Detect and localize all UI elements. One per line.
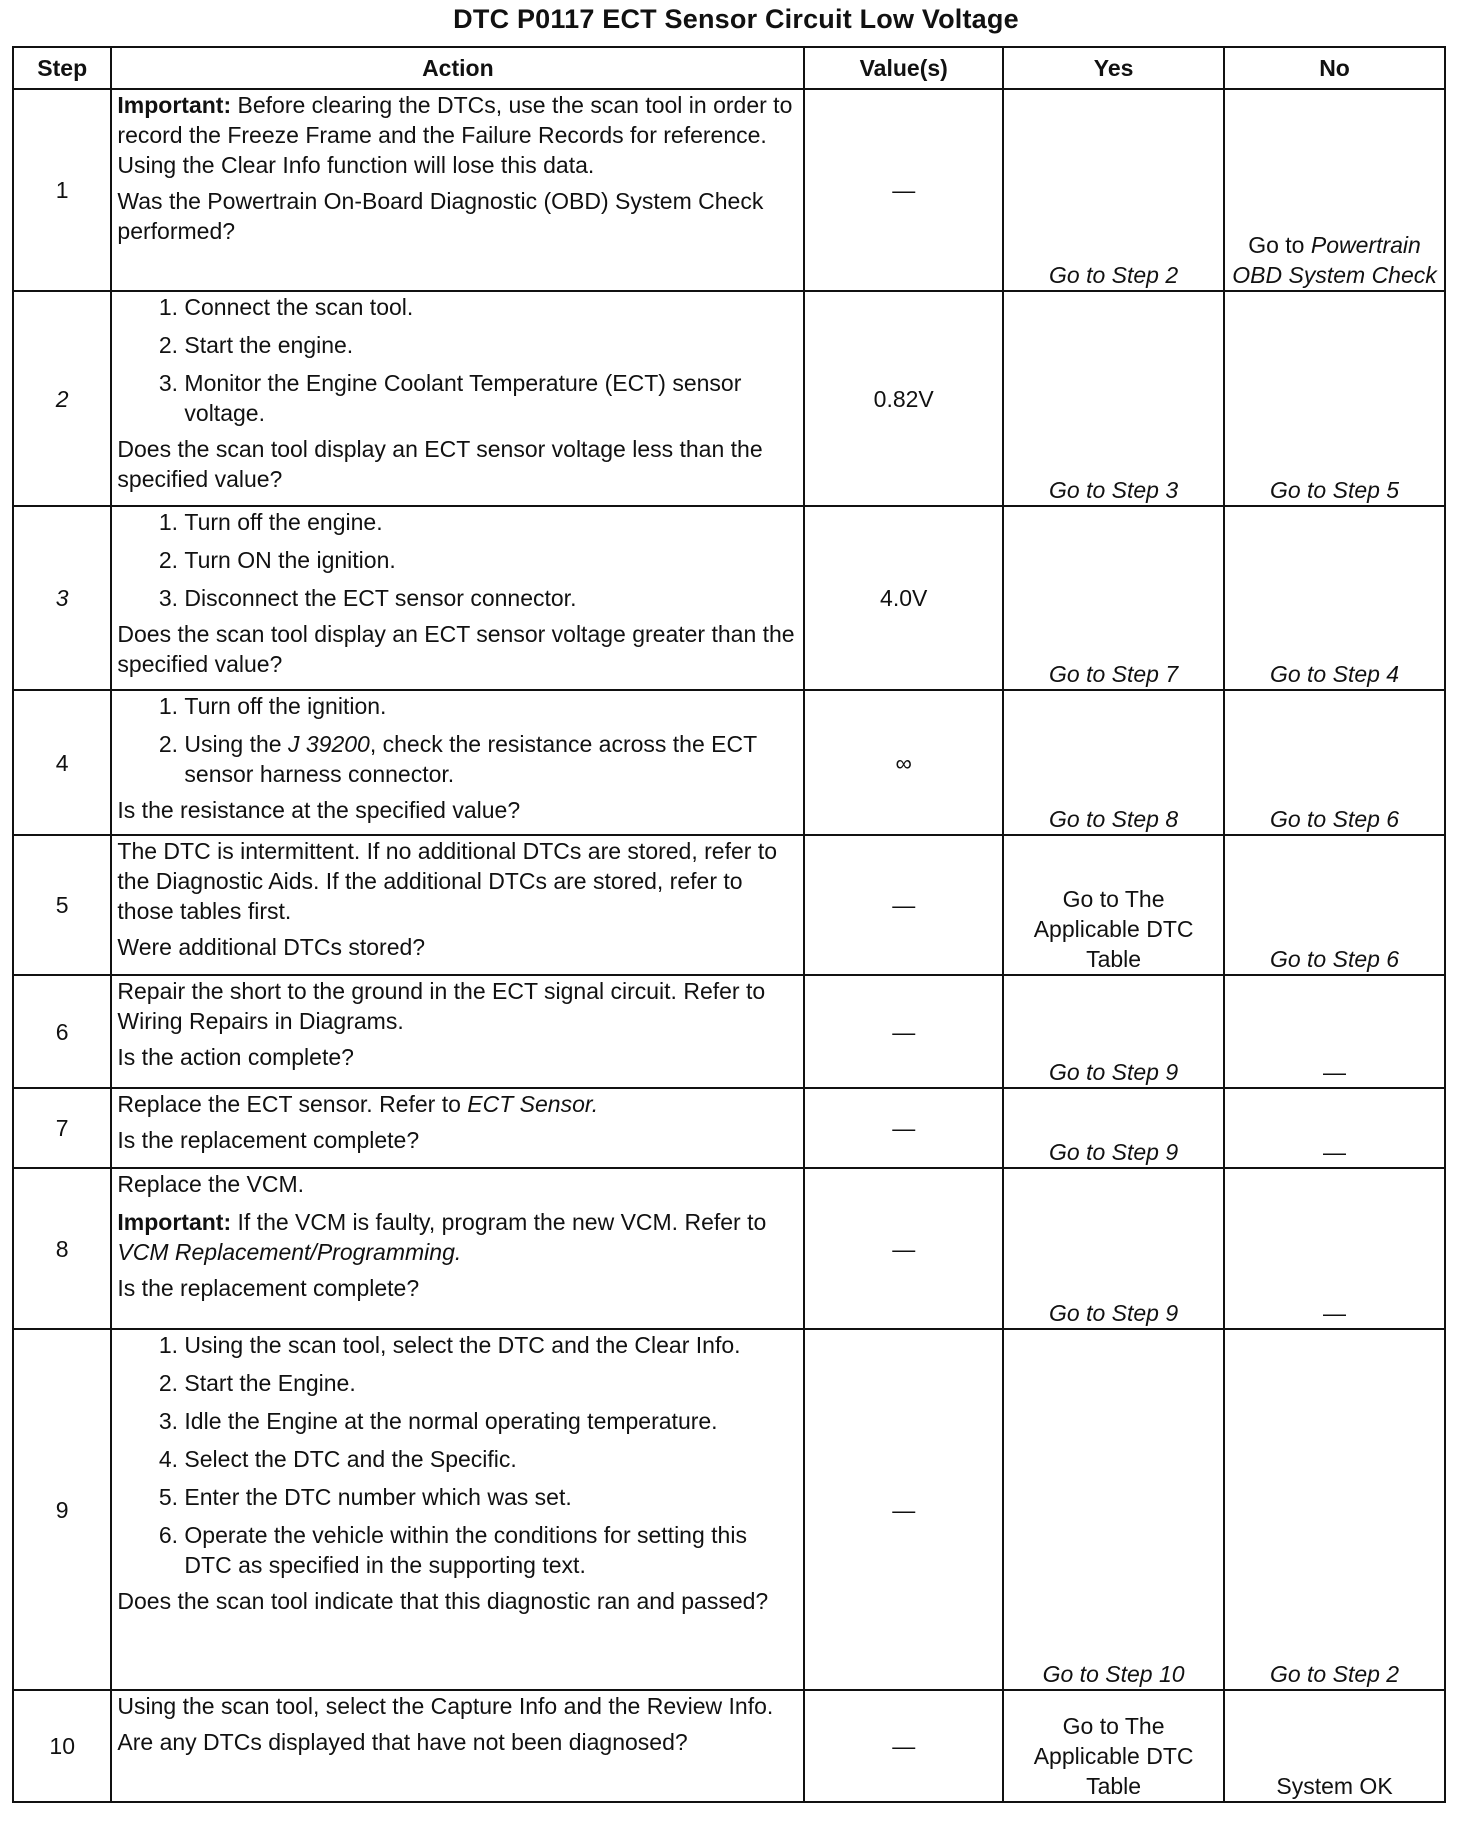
value-cell: — (804, 89, 1003, 291)
action-step-item: 2. Start the engine. (184, 330, 798, 360)
diagnostic-table (12, 46, 1446, 1803)
header-step: Step (13, 47, 111, 89)
step-number: 8 (13, 1168, 111, 1329)
table-row-step-7 (13, 1088, 1445, 1168)
value-cell: — (804, 1168, 1003, 1329)
value-cell: 4.0V (804, 506, 1003, 690)
value-cell: 0.82V (804, 291, 1003, 506)
action-text: Repair the short to the ground in the ECT signal circuit. Refer to Wiring Repairs in Diagrams. (117, 978, 766, 1034)
no-prefix: Go to (1248, 232, 1311, 258)
action-steps (117, 691, 798, 789)
step-number: 7 (13, 1088, 111, 1168)
yes-cell: Go to Step 8 (1003, 690, 1224, 835)
action-text: The DTC is intermittent. If no additional DTCs are stored, refer to the Diagnostic Aids. If the additional DTCs are stored, refer to those tables first. (117, 838, 777, 924)
action-step-item: 2. Start the Engine. (184, 1368, 798, 1398)
no-cell: Go to Step 6 (1224, 690, 1445, 835)
action-text: Replace the VCM. (117, 1171, 305, 1197)
action-step-item: 1. Using the scan tool, select the DTC and the Clear Info. (184, 1330, 798, 1360)
table-row-step-9 (13, 1329, 1445, 1690)
action-cell (111, 1690, 804, 1802)
action-step-item: 4. Select the DTC and the Specific. (184, 1444, 798, 1474)
action-question: Does the scan tool display an ECT sensor voltage greater than the specified value? (117, 621, 795, 677)
action-cell (111, 690, 804, 835)
step-number: 3 (13, 506, 111, 690)
action-question: Are any DTCs displayed that have not been diagnosed? (117, 1729, 688, 1755)
value-cell: — (804, 1088, 1003, 1168)
yes-cell: Go to Step 9 (1003, 975, 1224, 1088)
action-step-item: 3. Disconnect the ECT sensor connector. (184, 583, 798, 613)
action-text (117, 1089, 798, 1119)
action-text-part: Replace the ECT sensor. Refer to (117, 1091, 468, 1117)
header-no: No (1224, 47, 1445, 89)
yes-cell: Go to The Applicable DTC Table (1003, 1690, 1224, 1802)
action-step-item: 5. Enter the DTC number which was set. (184, 1482, 798, 1512)
action-text: Using the scan tool, select the Capture Info and the Review Info. (117, 1693, 774, 1719)
action-question: Is the replacement complete? (117, 1127, 420, 1153)
table-row-step-5 (13, 835, 1445, 975)
no-cell: — (1224, 1088, 1445, 1168)
important-text: If the VCM is faulty, program the new VCM. Refer to (231, 1209, 767, 1235)
action-cell (111, 89, 804, 291)
step-number: 5 (13, 835, 111, 975)
yes-cell: Go to The Applicable DTC Table (1003, 835, 1224, 975)
table-row-step-4 (13, 690, 1445, 835)
important-label: Important: (117, 92, 232, 118)
action-step-item: 1. Turn off the ignition. (184, 691, 798, 721)
action-step-item: 6. Operate the vehicle within the conditions for setting this DTC as specified in the supporting text. (184, 1520, 798, 1580)
yes-cell: Go to Step 10 (1003, 1329, 1224, 1690)
yes-cell: Go to Step 2 (1003, 89, 1224, 291)
action-question: Is the action complete? (117, 1044, 354, 1070)
action-question: Does the scan tool display an ECT sensor voltage less than the specified value? (117, 436, 763, 492)
important-note (117, 90, 798, 180)
action-step-item (184, 729, 798, 789)
no-cell: Go to Step 4 (1224, 506, 1445, 690)
reference-link: ECT Sensor. (467, 1091, 599, 1117)
action-steps (117, 507, 798, 613)
reference-link: VCM Replacement/Programming. (117, 1239, 462, 1265)
no-cell: Go to Step 2 (1224, 1329, 1445, 1690)
action-step-text: , check the resistance across the ECT sensor harness connector. (184, 731, 757, 787)
step-number: 1 (13, 89, 111, 291)
action-cell (111, 291, 804, 506)
action-cell (111, 1329, 804, 1690)
action-step-item: 3. Monitor the Engine Coolant Temperature (ECT) sensor voltage. (184, 368, 798, 428)
table-row-step-6 (13, 975, 1445, 1088)
yes-cell: Go to Step 9 (1003, 1168, 1224, 1329)
no-cell: Go to Step 6 (1224, 835, 1445, 975)
step-number: 9 (13, 1329, 111, 1690)
no-cell: — (1224, 975, 1445, 1088)
no-cell: System OK (1224, 1690, 1445, 1802)
yes-cell: Go to Step 3 (1003, 291, 1224, 506)
action-step-item: 3. Idle the Engine at the normal operating temperature. (184, 1406, 798, 1436)
header-values: Value(s) (804, 47, 1003, 89)
action-question: Is the replacement complete? (117, 1275, 420, 1301)
important-label: Important: (117, 1209, 232, 1235)
step-number: 2 (13, 291, 111, 506)
action-question: Were additional DTCs stored? (117, 934, 426, 960)
tool-reference: J 39200 (287, 731, 370, 757)
value-cell: — (804, 975, 1003, 1088)
value-cell: — (804, 1690, 1003, 1802)
action-cell (111, 506, 804, 690)
action-steps (117, 1330, 798, 1580)
table-row-step-1 (13, 89, 1445, 291)
action-question: Is the resistance at the specified value? (117, 797, 521, 823)
important-text: Before clearing the DTCs, use the scan tool in order to record the Freeze Frame and the Failure Records for reference. Using the Clear Info function will lose this data. (117, 92, 793, 178)
step-number: 6 (13, 975, 111, 1088)
table-row-step-8 (13, 1168, 1445, 1329)
header-action: Action (111, 47, 804, 89)
action-step-item: 2. Turn ON the ignition. (184, 545, 798, 575)
action-cell (111, 835, 804, 975)
table-row-step-2 (13, 291, 1445, 506)
action-question: Does the scan tool indicate that this diagnostic ran and passed? (117, 1588, 769, 1614)
important-note (117, 1207, 798, 1267)
value-cell: — (804, 835, 1003, 975)
header-yes: Yes (1003, 47, 1224, 89)
yes-cell: Go to Step 9 (1003, 1088, 1224, 1168)
action-cell (111, 1168, 804, 1329)
action-step-text: Using the (184, 731, 288, 757)
no-cell: — (1224, 1168, 1445, 1329)
action-cell (111, 1088, 804, 1168)
table-row-step-3 (13, 506, 1445, 690)
step-number: 4 (13, 690, 111, 835)
action-cell (111, 975, 804, 1088)
step-number: 10 (13, 1690, 111, 1802)
header-row (13, 47, 1445, 89)
no-cell: Go to Step 5 (1224, 291, 1445, 506)
value-cell: — (804, 1329, 1003, 1690)
yes-cell: Go to Step 7 (1003, 506, 1224, 690)
action-steps (117, 292, 798, 428)
action-step-item: 1. Connect the scan tool. (184, 292, 798, 322)
no-link: Powertrain OBD System Check (1232, 232, 1437, 288)
no-cell (1224, 89, 1445, 291)
table-row-step-10 (13, 1690, 1445, 1802)
page-title: DTC P0117 ECT Sensor Circuit Low Voltage (453, 4, 1019, 34)
action-step-item: 1. Turn off the engine. (184, 507, 798, 537)
action-question: Was the Powertrain On-Board Diagnostic (OBD) System Check performed? (117, 188, 764, 244)
value-cell: ∞ (804, 690, 1003, 835)
